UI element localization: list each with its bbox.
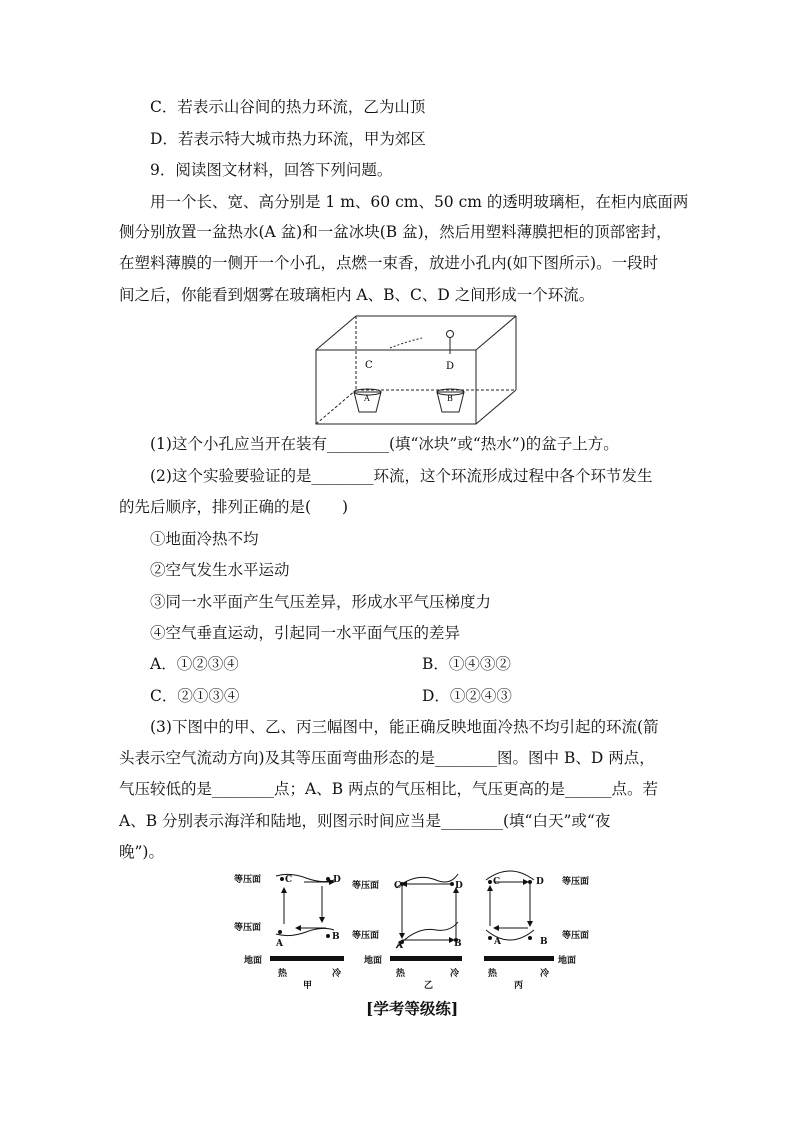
label-a: A	[364, 394, 370, 403]
figure-yi-label: 乙	[424, 981, 434, 991]
item-4: ④空气垂直运动，引起同一水平面气压的差异	[150, 624, 461, 642]
label-a: A	[276, 939, 283, 949]
sub-question-3-cont: 晚”)。	[119, 843, 164, 861]
hot-label: 热	[488, 969, 498, 979]
isobar-label: 等压面	[234, 875, 262, 885]
label-b: B	[454, 939, 462, 949]
choice-d: D．①②④③	[422, 687, 512, 705]
sub-question-3-cont: 头表示空气流动方向)及其等压面弯曲形态的是________图。图中 B、D 两点，	[119, 749, 655, 767]
ground-label: 地面	[364, 956, 383, 966]
hot-label: 热	[278, 969, 288, 979]
isobar-label: 等压面	[562, 877, 590, 887]
sub-question-3-cont: A、B 分别表示海洋和陆地，则图示时间应当是________(填“白天”或“夜	[119, 812, 611, 830]
label-c: C	[365, 360, 373, 371]
figure-bing-label: 丙	[514, 981, 524, 991]
item-1: ①地面冷热不均	[150, 530, 259, 548]
choice-a: A．①②③④	[150, 655, 239, 673]
label-d: D	[536, 877, 544, 887]
label-b: B	[540, 937, 548, 947]
section-heading: [学考等级练]	[366, 999, 459, 1018]
isobar-label: 等压面	[352, 931, 380, 941]
label-a: A	[494, 937, 501, 947]
paragraph-line: 侧分别放置一盆热水(A 盆)和一盆冰块(B 盆)，然后用塑料薄膜把柜的顶部密封，	[119, 223, 672, 241]
isobar-label: 等压面	[562, 931, 590, 941]
sub-question-2-cont: 的先后顺序，排列正确的是( )	[119, 498, 349, 516]
cold-label: 冷	[450, 969, 460, 979]
hot-label: 热	[396, 969, 406, 979]
choice-b: B．①④③②	[422, 655, 511, 673]
paragraph-line: 用一个长、宽、高分别是 1 m、60 cm、50 cm 的透明玻璃柜，在柜内底面两	[150, 193, 689, 211]
sub-question-3-cont: 气压较低的是________点；A、B 两点的气压相比，气压更高的是______点。若	[119, 780, 659, 798]
choice-c: C．②①③④	[150, 687, 240, 705]
circulation-figure	[230, 866, 600, 996]
label-a: A	[396, 941, 403, 951]
sub-question-1: (1)这个小孔应当开在装有________(填“冰块”或“热水”)的盆子上方。	[150, 435, 619, 453]
label-c: C	[285, 875, 293, 885]
ground-label: 地面	[558, 956, 577, 966]
figure-jia-label: 甲	[303, 981, 313, 991]
label-c: C	[493, 877, 501, 887]
label-b: B	[332, 932, 340, 942]
paragraph-line: 在塑料薄膜的一侧开一个小孔，点燃一束香，放进小孔内(如下图所示)。一段时	[119, 254, 659, 272]
label-d: D	[455, 881, 463, 891]
option-d: D．若表示特大城市热力环流，甲为郊区	[150, 130, 426, 148]
ground-label: 地面	[244, 956, 263, 966]
isobar-label: 等压面	[352, 881, 380, 891]
sub-question-2: (2)这个实验要验证的是________环流，这个环流形成过程中各个环节发生	[150, 467, 653, 485]
cold-label: 冷	[540, 969, 550, 979]
label-d: D	[446, 361, 455, 372]
glass-cabinet-figure	[310, 312, 530, 432]
question-9-title: 9．阅读图文材料，回答下列问题。	[150, 161, 393, 179]
sub-question-3: (3)下图中的甲、乙、丙三幅图中，能正确反映地面冷热不均引起的环流(箭	[150, 718, 659, 736]
label-d: D	[333, 875, 341, 885]
item-3: ③同一水平面产生气压差异，形成水平气压梯度力	[150, 593, 492, 611]
label-b: B	[447, 394, 453, 403]
label-c: C	[394, 881, 402, 891]
cold-label: 冷	[332, 969, 342, 979]
item-2: ②空气发生水平运动	[150, 561, 290, 579]
isobar-label: 等压面	[234, 923, 262, 933]
paragraph-line: 间之后，你能看到烟雾在玻璃柜内 A、B、C、D 之间形成一个环流。	[119, 286, 595, 304]
option-c: C．若表示山谷间的热力环流，乙为山顶	[150, 98, 426, 116]
